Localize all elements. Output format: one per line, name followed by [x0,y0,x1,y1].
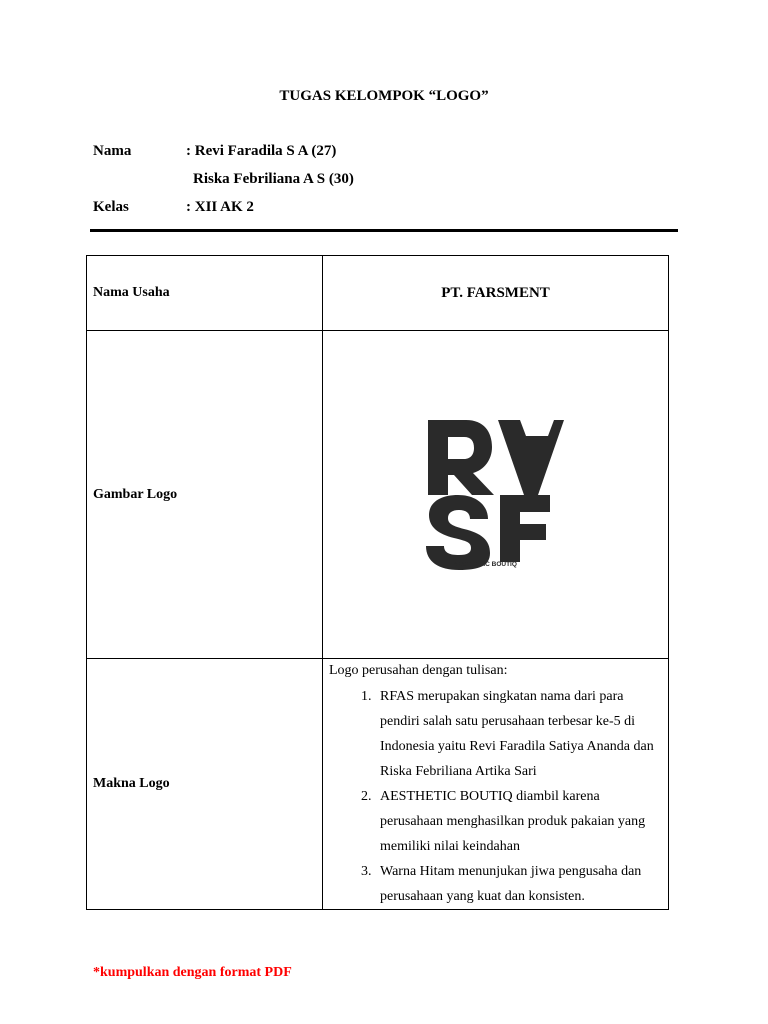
document-title: TUGAS KELOMPOK “LOGO” [279,88,489,104]
logo-letter-r [428,420,494,495]
name-row [93,143,336,160]
meaning-intro: Logo perusahan dengan tulisan: [329,662,508,678]
name-value-2: Riska Febriliana A S (30) [193,171,354,187]
header-divider [90,229,678,232]
class-value: : XII AK 2 [186,199,254,215]
name-value-1: : Revi Faradila S A (27) [186,143,337,159]
rasf-logo [426,420,566,570]
logo-label: Gambar Logo [87,331,323,659]
rasf-logo-image [426,420,566,570]
footer-note: *kumpulkan dengan format PDF [93,965,292,980]
table-row-business [87,256,669,331]
logo-tagline: AESTHETIC BOUTIQ [452,560,517,568]
logo-letter-f [500,495,550,562]
name-label: Nama [93,143,132,159]
business-name-label: Nama Usaha [87,256,323,331]
list-item: 3. Warna Hitam menunjukan jiwa pengusaha dan perusahaan yang kuat dan konsisten. [375,859,662,909]
logo-letter-s [426,495,490,570]
business-name-value: PT. FARSMENT [323,256,669,331]
logo-letter-a [498,420,564,495]
logo-cell [323,331,669,659]
table-row-logo [87,331,669,659]
meaning-label: Makna Logo [87,659,323,910]
name-row-2 [93,171,354,188]
logo-table [86,255,669,910]
list-item: 2. AESTHETIC BOUTIQ diambil karena perusahaan menghasilkan produk pakaian yang memiliki nilai keindahan [375,784,662,859]
list-item: 1. RFAS merupakan singkatan nama dari para pendiri salah satu perusahaan terbesar ke-5 di Indonesia yaitu Revi Faradila Satiya Ananda dan Riska Febriliana Artika Sari [375,684,662,784]
table-row-meaning [87,659,669,910]
class-label: Kelas [93,199,129,215]
class-row [93,199,254,216]
meaning-list [329,684,662,909]
meaning-cell [323,659,669,910]
